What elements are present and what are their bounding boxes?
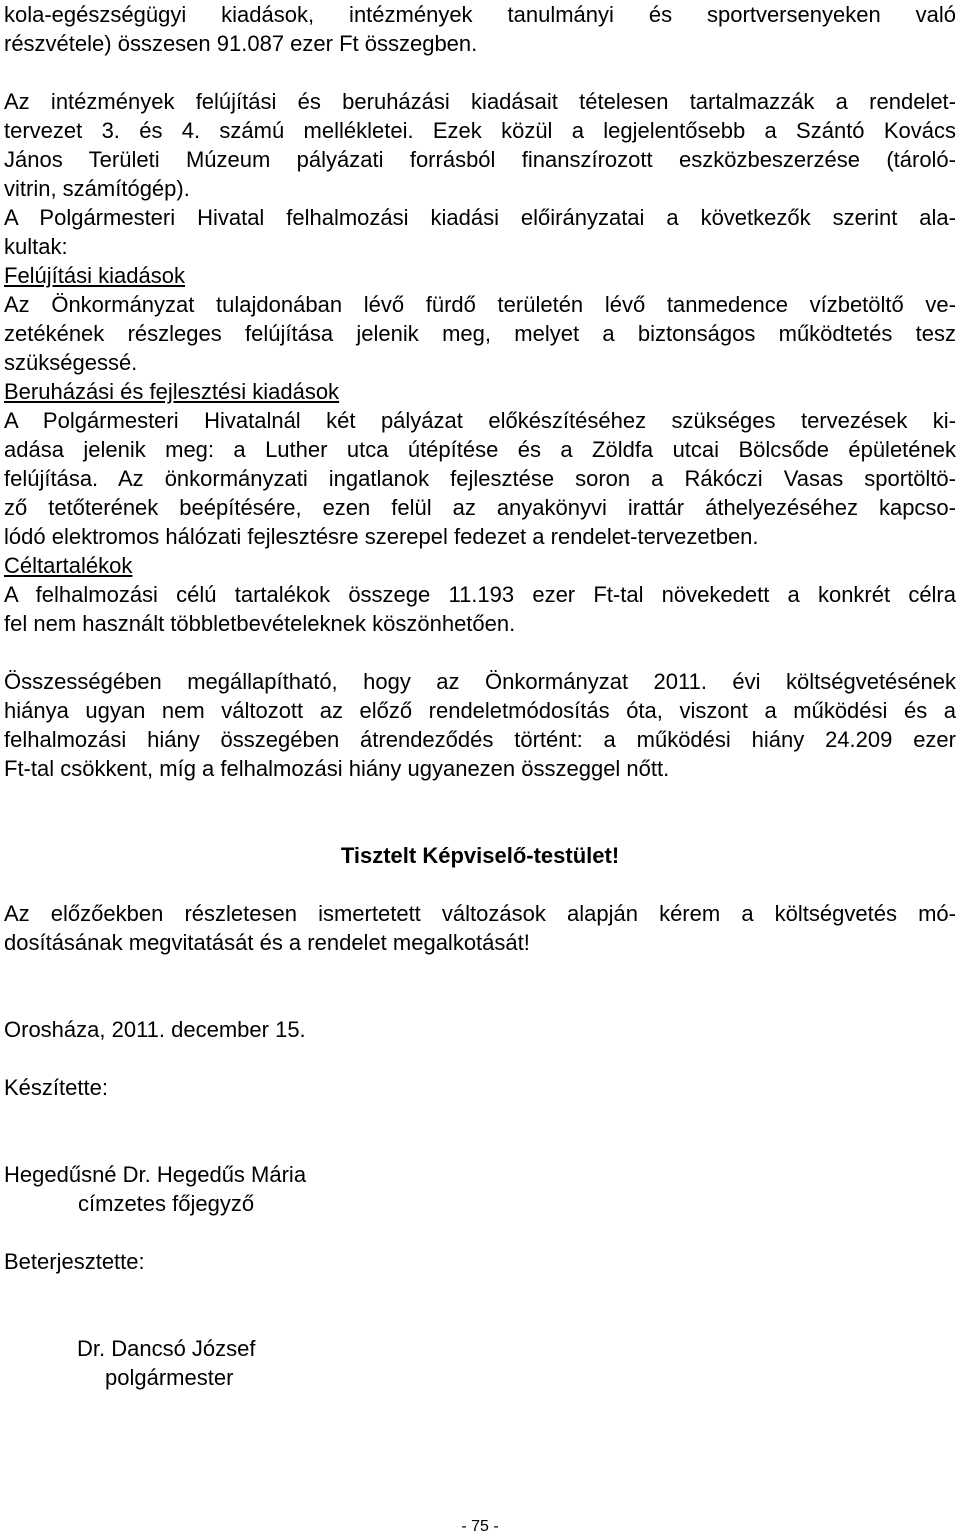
text-line: hiánya ugyan nem változott az előző rendeletmódosítás óta, viszont a működési és a [4, 698, 956, 723]
text-line: Ft-tal csökkent, míg a felhalmozási hiány ugyanezen összeggel nőtt. [4, 756, 670, 781]
mayor-name: Dr. Dancsó József [77, 1336, 256, 1361]
text-line: A Polgármesteri Hivatal felhalmozási kiadási előirányzatai a következők szerint ala- [4, 205, 956, 230]
text-line: Az előzőekben részletesen ismertetett változások alapján kérem a költségvetés mó- [4, 901, 956, 926]
text-line: A felhalmozási célú tartalékok összege 11.193 ezer Ft-tal növekedett a konkrét célra [4, 582, 956, 607]
text-line: adása jelenik meg: a Luther utca útépítése és a Zöldfa utcai Bölcsőde épületének [4, 437, 956, 462]
salutation-heading: Tisztelt Képviselő-testület! [340, 843, 620, 868]
text-line: felhalmozási hiány összegében átrendeződés történt: a működési hiány 24.209 ezer [4, 727, 956, 752]
text-line: tervezet 3. és 4. számú mellékletei. Ezek közül a legjelentősebb a Szántó Kovács [4, 118, 956, 143]
text-line: lódó elektromos hálózati fejlesztésre szerepel fedezet a rendelet-tervezetben. [4, 524, 759, 549]
text-line: fel nem használt többletbevételeknek köszönhetően. [4, 611, 516, 636]
section-heading-felujitasi: Felújítási kiadások [4, 263, 185, 288]
page-number: - 75 - [461, 1518, 499, 1535]
text-line: felújítása. Az önkormányzati ingatlanok fejlesztése soron a Rákóczi Vasas sportöltö- [4, 466, 956, 491]
section-heading-celtartalekok: Céltartalékok [4, 553, 133, 578]
text-line: A Polgármesteri Hivatalnál két pályázat előkészítéséhez szükséges tervezések ki- [4, 408, 956, 433]
mayor-title: polgármester [105, 1365, 234, 1390]
text-line: szükségessé. [4, 350, 138, 375]
date-line: Orosháza, 2011. december 15. [4, 1017, 306, 1042]
submitted-by-label: Beterjesztette: [4, 1249, 145, 1274]
signatory-title: címzetes főjegyző [78, 1191, 255, 1216]
signatory-name: Hegedűsné Dr. Hegedűs Mária [4, 1162, 307, 1187]
text-line: részvétele) összesen 91.087 ezer Ft összegben. [4, 31, 478, 56]
section-heading-beruhazasi: Beruházási és fejlesztési kiadások [4, 379, 340, 404]
text-line: Az intézmények felújítási és beruházási kiadásait tételesen tartalmazzák a rendelet- [4, 89, 956, 114]
text-line: kola-egészségügyi kiadások, intézmények tanulmányi és sportversenyeken való [4, 2, 956, 27]
text-line: Az Önkormányzat tulajdonában lévő fürdő területén lévő tanmedence vízbetöltő ve- [4, 292, 956, 317]
text-line: dosításának megvitatását és a rendelet megalkotását! [4, 930, 530, 955]
text-line: Összességében megállapítható, hogy az Önkormányzat 2011. évi költségvetésének [4, 669, 956, 694]
text-line: kultak: [4, 234, 68, 259]
text-line: ző tetőterének beépítésére, ezen felül az anyakönyvi irattár áthelyezéséhez kapcso- [4, 495, 956, 520]
text-line: János Területi Múzeum pályázati forrásból finanszírozott eszközbeszerzése (tároló- [4, 147, 956, 172]
text-line: zetékének részleges felújítása jelenik meg, melyet a biztonságos működtetés tesz [4, 321, 956, 346]
text-line: vitrin, számítógép). [4, 176, 190, 201]
prepared-by-label: Készítette: [4, 1075, 108, 1100]
